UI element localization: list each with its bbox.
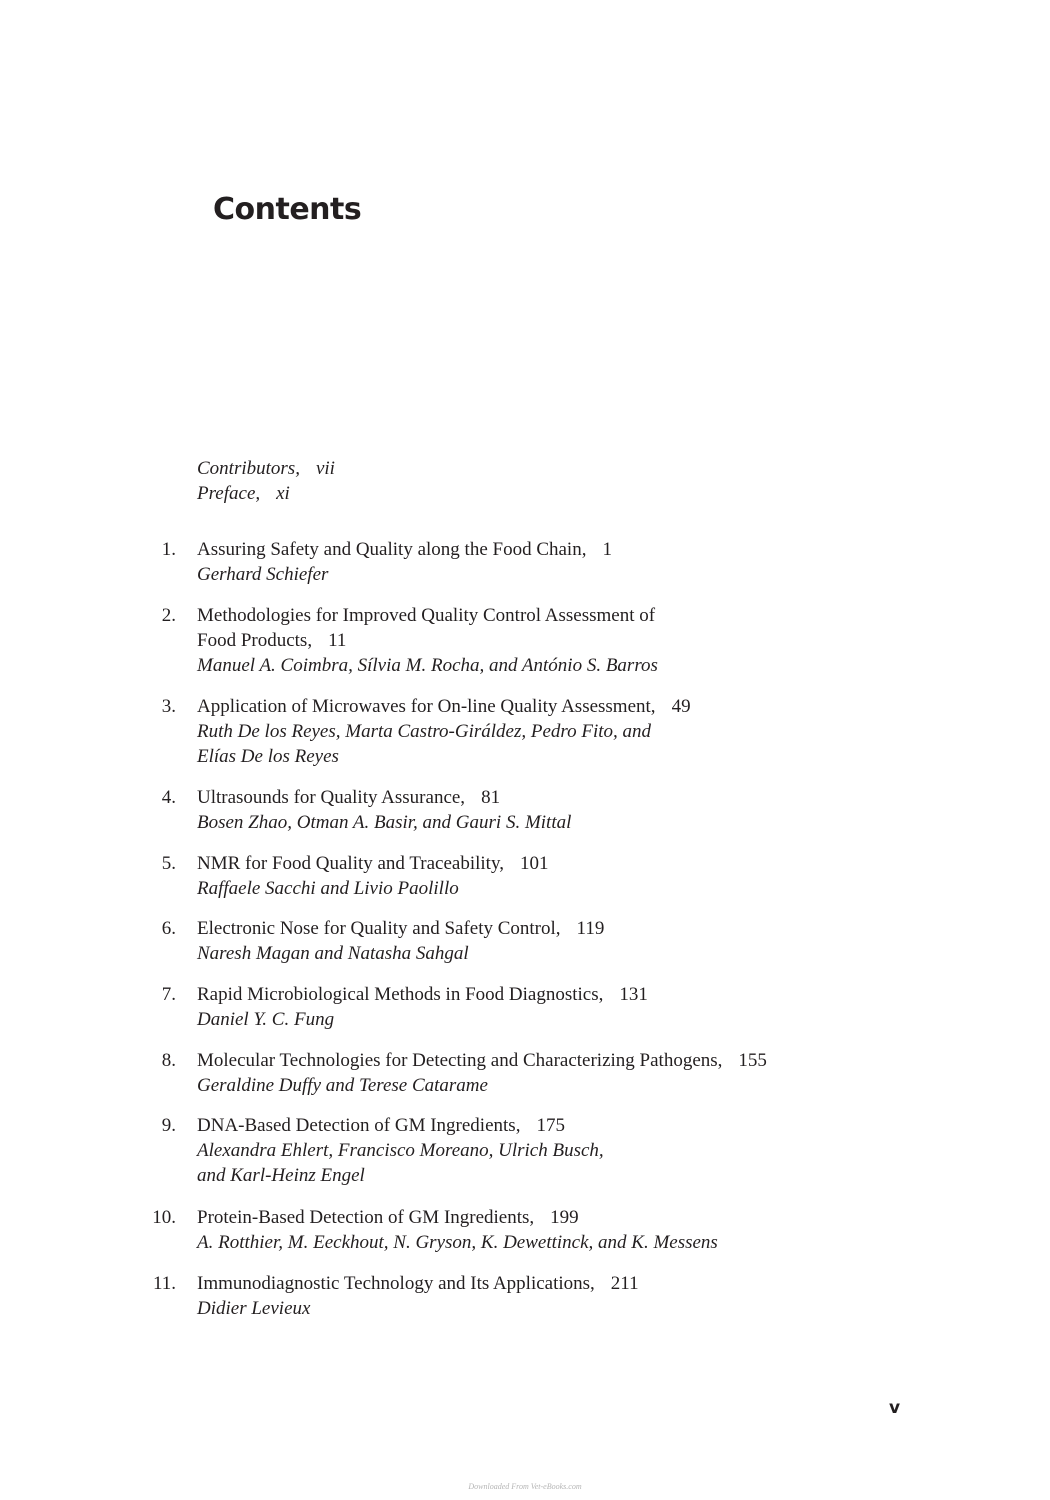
watermark: Downloaded From Vet-eBooks.com (468, 1482, 582, 1491)
chapter-page-number: 11 (328, 630, 347, 651)
chapter-title-line (197, 603, 897, 628)
chapter-number: 5. (161, 853, 176, 874)
chapter-body (197, 537, 897, 587)
chapter-title-line (197, 628, 897, 653)
chapter-title: Protein-Based Detection of GM Ingredients, (197, 1207, 535, 1228)
front-label: Preface, (197, 483, 261, 504)
chapter-body (197, 785, 897, 835)
chapter-body (197, 603, 897, 678)
front-page: xi (276, 483, 290, 504)
chapter-body (197, 851, 897, 901)
chapter-number: 10. (152, 1207, 176, 1228)
chapter-page-number: 119 (576, 918, 605, 939)
chapter-title-line (197, 1271, 897, 1296)
chapter-title-line (197, 1113, 897, 1138)
chapter-title: Methodologies for Improved Quality Control Assessment of (197, 605, 656, 626)
chapter-page-number: 131 (619, 984, 648, 1005)
chapter-page-number: 211 (610, 1273, 639, 1294)
chapter-authors: A. Rotthier, M. Eeckhout, N. Gryson, K. Dewettinck, and K. Messens (197, 1232, 718, 1253)
chapter-authors: Elías De los Reyes (197, 746, 339, 767)
chapter-title: NMR for Food Quality and Traceability, (197, 853, 504, 874)
chapter-number: 8. (161, 1050, 176, 1071)
toc-entry-preface[interactable] (197, 481, 335, 506)
chapter-title-line (197, 851, 897, 876)
chapter-title: Assuring Safety and Quality along the Food Chain, (197, 539, 587, 560)
chapter-body (197, 1205, 897, 1255)
chapter-title: Immunodiagnostic Technology and Its Applications, (197, 1273, 595, 1294)
chapter-number: 11. (152, 1273, 176, 1294)
chapter-body (197, 1271, 897, 1321)
chapter-title: Rapid Microbiological Methods in Food Diagnostics, (197, 984, 604, 1005)
chapter-page-number: 199 (550, 1207, 579, 1228)
chapter-body (197, 982, 897, 1032)
chapter-title-line (197, 537, 897, 562)
chapter-body (197, 916, 897, 966)
front-matter (197, 456, 335, 506)
chapter-number: 9. (161, 1115, 176, 1136)
chapter-number: 2. (161, 605, 176, 626)
chapter-number: 6. (161, 918, 176, 939)
chapter-title: Molecular Technologies for Detecting and Characterizing Pathogens, (197, 1050, 723, 1071)
chapter-title: Electronic Nose for Quality and Safety Control, (197, 918, 561, 939)
chapter-authors: Raffaele Sacchi and Livio Paolillo (197, 878, 459, 899)
chapter-title-line (197, 916, 897, 941)
chapter-page-number: 101 (519, 853, 549, 874)
page-title: Contents (213, 192, 362, 227)
chapter-page-number: 175 (536, 1115, 565, 1136)
chapter-title: Food Products, (197, 630, 313, 651)
chapter-title-line (197, 1048, 897, 1073)
chapter-number: 1. (161, 539, 176, 560)
chapter-page-number: 155 (738, 1050, 767, 1071)
chapter-authors: Bosen Zhao, Otman A. Basir, and Gauri S. Mittal (197, 812, 572, 833)
chapter-title-line (197, 982, 897, 1007)
chapter-title: Application of Microwaves for On-line Quality Assessment, (197, 696, 656, 717)
chapter-authors: Daniel Y. C. Fung (197, 1009, 335, 1030)
chapter-number: 7. (161, 984, 176, 1005)
front-page: vii (315, 458, 335, 479)
chapter-title-line (197, 694, 897, 719)
chapter-number: 3. (161, 696, 176, 717)
chapter-authors: Ruth De los Reyes, Marta Castro-Giráldez, Pedro Fito, and (197, 721, 652, 742)
chapter-body (197, 694, 897, 769)
chapter-page-number: 49 (671, 696, 691, 717)
chapter-authors: Geraldine Duffy and Terese Catarame (197, 1075, 488, 1096)
chapter-authors: and Karl-Heinz Engel (197, 1165, 365, 1186)
chapter-title: Ultrasounds for Quality Assurance, (197, 787, 466, 808)
chapter-page-number: 1 (602, 539, 612, 560)
chapter-authors: Naresh Magan and Natasha Sahgal (197, 943, 469, 964)
front-label: Contributors, (197, 458, 300, 479)
chapter-body (197, 1113, 897, 1188)
chapter-number: 4. (161, 787, 176, 808)
chapter-authors: Manuel A. Coimbra, Sílvia M. Rocha, and António S. Barros (197, 655, 658, 676)
chapter-title: DNA-Based Detection of GM Ingredients, (197, 1115, 521, 1136)
chapter-authors: Didier Levieux (197, 1298, 311, 1319)
chapter-authors: Alexandra Ehlert, Francisco Moreano, Ulrich Busch, (197, 1140, 604, 1161)
chapter-page-number: 81 (481, 787, 501, 808)
chapter-authors: Gerhard Schiefer (197, 564, 329, 585)
page-number: v (889, 1398, 901, 1418)
chapter-title-line (197, 785, 897, 810)
chapter-title-line (197, 1205, 897, 1230)
chapter-body (197, 1048, 897, 1098)
toc-entry-contributors[interactable] (197, 456, 335, 481)
